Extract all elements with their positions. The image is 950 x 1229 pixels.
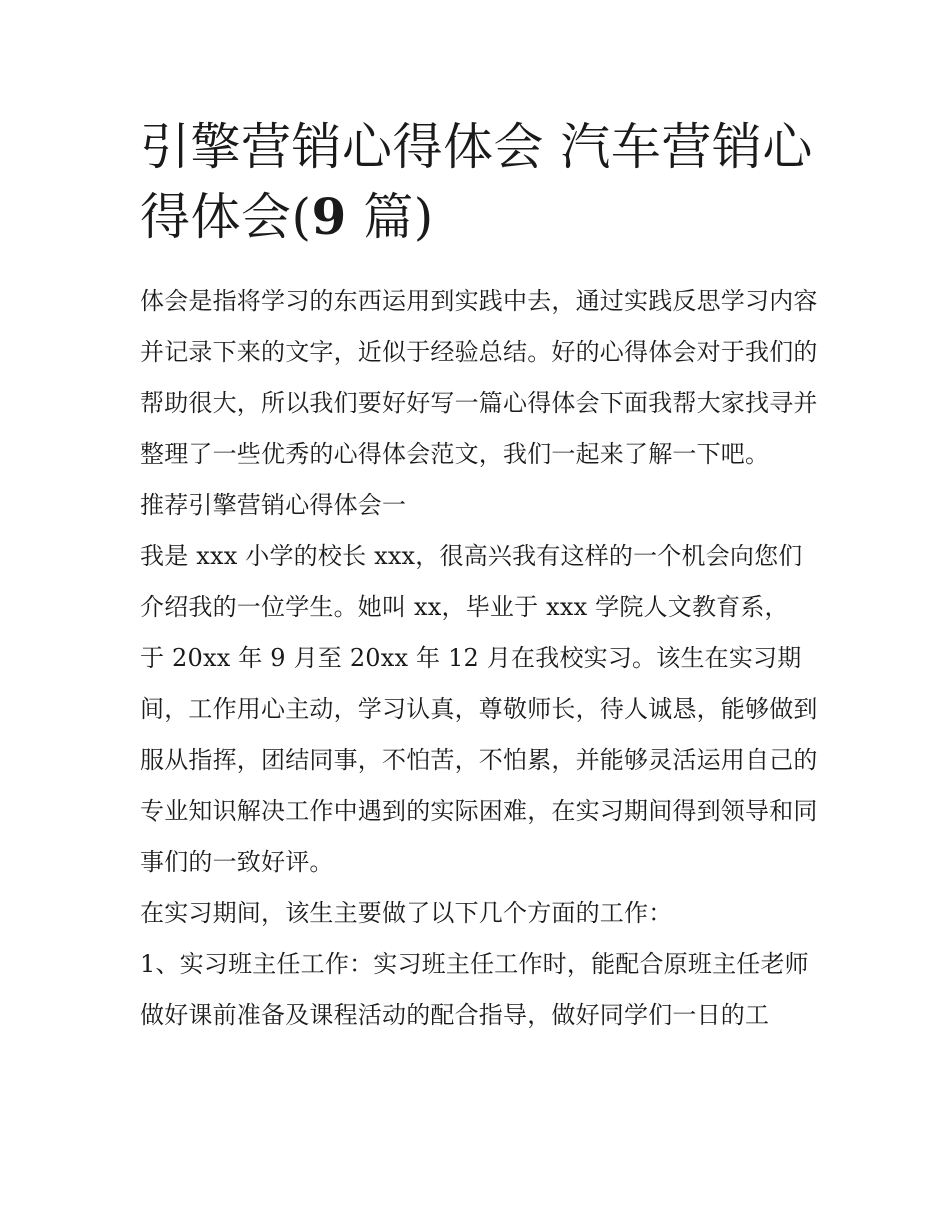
document-body [140,276,820,1041]
intro-paragraph: 体会是指将学习的东西运用到实践中去，通过实践反思学习内容并记录下来的文字，近似于经验总结。好的心得体会对于我们的帮助很大，所以我们要好好写一篇心得体会下面我帮大家找寻并整理了一些优秀的心得体会范文，我们一起来了解一下吧。 [140,287,818,468]
section-heading: 推荐引擎营销心得体会一 [140,491,407,519]
title-text: 引擎营销心得体会 汽车营销心得体会( [140,118,813,246]
list-item: 1、实习班主任工作：实习班主任工作时，能配合原班主任老师做好课前准备及课程活动的配合指导，做好同学们一日的工 [140,950,809,1029]
document-title [140,112,830,252]
title-number: 9 [311,187,347,246]
body-paragraph: 于 20xx 年 9 月至 20xx 年 12 月在我校实习。该生在实习期间，工作用心主动，学习认真，尊敬师长，待人诚恳，能够做到服从指挥，团结同事，不怕苦，不怕累，并能够灵活运用自己的专业知识解决工作中遇到的实际困难，在实习期间得到领导和同事们的一致好评。 [140,644,818,876]
body-paragraph: 我是 xxx 小学的校长 xxx，很高兴我有这样的一个机会向您们介绍我的一位学生。她叫 xx，毕业于 xxx 学院人文教育系， [140,542,803,621]
title-suffix: 篇) [346,188,434,246]
body-paragraph: 在实习期间，该生主要做了以下几个方面的工作： [140,899,673,927]
